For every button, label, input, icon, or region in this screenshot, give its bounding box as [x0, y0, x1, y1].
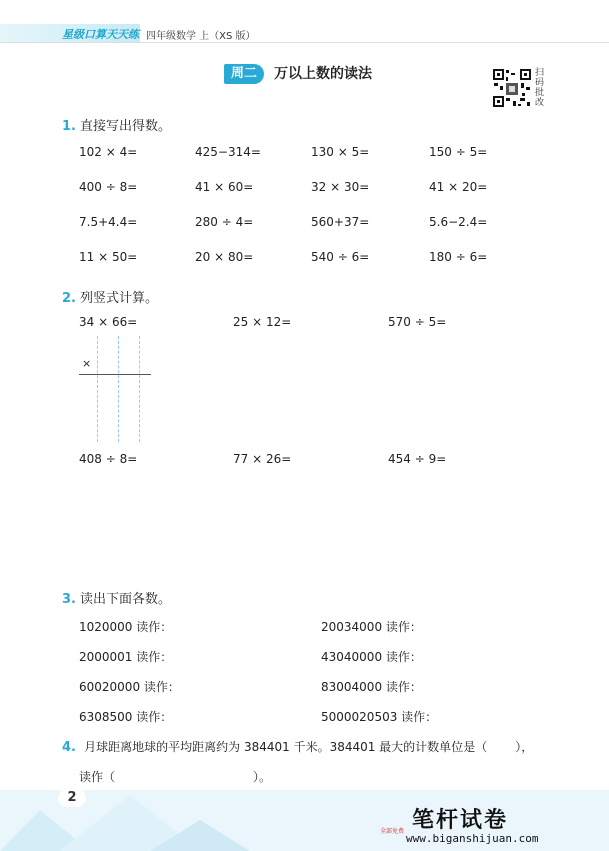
- problem: 400 ÷ 8=: [79, 180, 138, 194]
- multiply-sign: ×: [82, 357, 92, 370]
- read-number-item: 6308500 读作：: [79, 710, 173, 724]
- page-number: 2: [58, 789, 86, 807]
- problem: 425−314=: [195, 145, 261, 159]
- problem: 180 ÷ 6=: [429, 250, 488, 264]
- problem: 25 × 12=: [233, 315, 292, 329]
- series-title: 星级口算天天练: [62, 28, 139, 41]
- section-2-heading: 2. 列竖式计算。: [62, 291, 158, 306]
- vertical-calc-line: [79, 374, 151, 375]
- problem: 5.6−2.4=: [429, 215, 488, 229]
- problem: 11 × 50=: [79, 250, 138, 264]
- read-number-item: 5000020503 读作：: [321, 710, 438, 724]
- header-bar: [0, 24, 360, 42]
- problem: 7.5+4.4=: [79, 215, 138, 229]
- section-3-heading: 3. 读出下面各数。: [62, 592, 171, 607]
- section-1-heading: 1. 直接写出得数。: [62, 119, 171, 134]
- read-number-item: 83004000 读作：: [321, 680, 422, 694]
- read-number-item: 20034000 读作：: [321, 620, 422, 634]
- problem: 34 × 66=: [79, 315, 138, 329]
- read-number-item: 60020000 读作：: [79, 680, 180, 694]
- problem: 454 ÷ 9=: [388, 452, 447, 466]
- read-number-item: 2000001 读作：: [79, 650, 173, 664]
- column-guide: [139, 336, 140, 442]
- read-number-item: 1020000 读作：: [79, 620, 173, 634]
- problem: 560+37=: [311, 215, 370, 229]
- header-divider: [0, 42, 609, 43]
- watermark-badge: 全部免费: [380, 828, 405, 835]
- watermark-title: 笔杆试卷: [412, 808, 509, 833]
- problem: 540 ÷ 6=: [311, 250, 370, 264]
- problem: 41 × 20=: [429, 180, 488, 194]
- watermark-url: www.biganshijuan.com: [406, 832, 539, 845]
- column-guide: [118, 336, 119, 442]
- problem: 77 × 26=: [233, 452, 292, 466]
- problem: 150 ÷ 5=: [429, 145, 488, 159]
- qr-label: 扫码批改: [535, 68, 545, 108]
- problem: 130 × 5=: [311, 145, 370, 159]
- problem: 41 × 60=: [195, 180, 254, 194]
- problem: 20 × 80=: [195, 250, 254, 264]
- lesson-title-text: 万以上数的读法: [274, 66, 372, 82]
- book-subtitle: 四年级数学 上（XS 版）: [146, 31, 256, 42]
- qr-code-icon[interactable]: [492, 68, 532, 108]
- day-tag: 周二: [224, 64, 264, 84]
- problem: 32 × 30=: [311, 180, 370, 194]
- problem: 102 × 4=: [79, 145, 138, 159]
- question-line-2: 读作（ ）。: [79, 770, 272, 784]
- column-guide: [97, 336, 98, 442]
- read-number-item: 43040000 读作：: [321, 650, 422, 664]
- section-4-heading: 4. 月球距离地球的平均距离约为 384401 千米。384401 最大的计数单位是（ ），: [62, 740, 534, 755]
- problem: 280 ÷ 4=: [195, 215, 254, 229]
- question-text: 月球距离地球的平均距离约为 384401 千米。384401 最大的计数单位是（: [84, 740, 488, 754]
- problem: 570 ÷ 5=: [388, 315, 447, 329]
- problem: 408 ÷ 8=: [79, 452, 138, 466]
